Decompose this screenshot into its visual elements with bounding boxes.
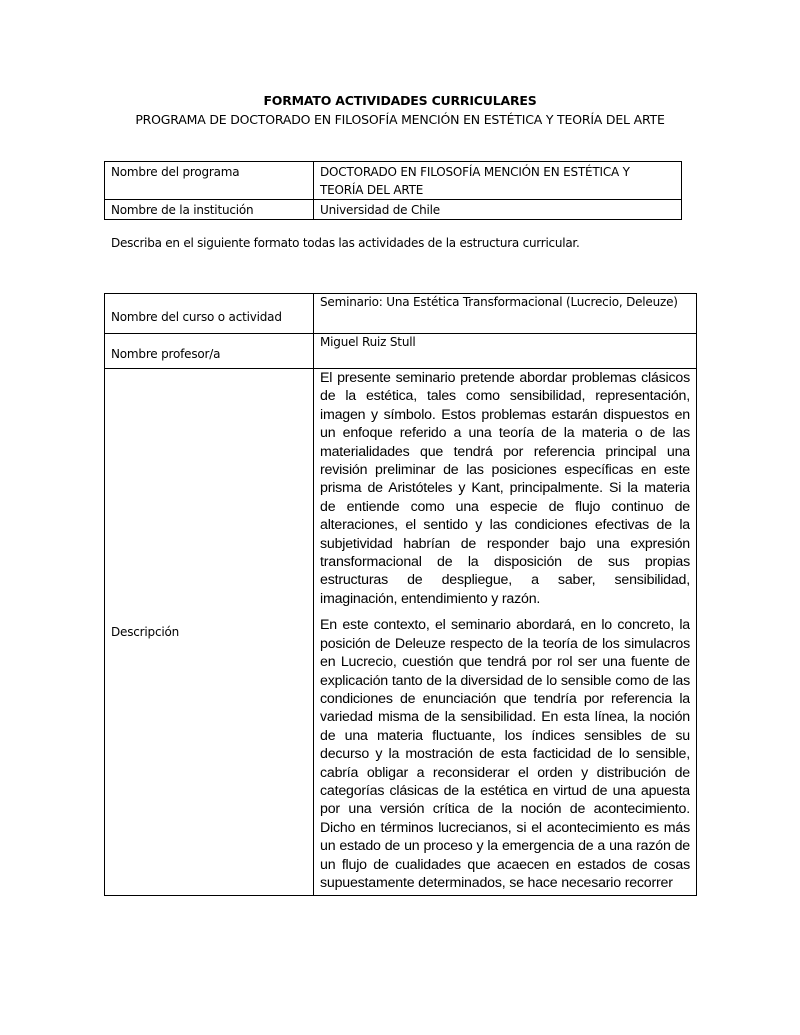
course-name-value: Seminario: Una Estética Transformacional (Lucrecio, Deleuze) bbox=[314, 294, 697, 334]
institution-name-value: Universidad de Chile bbox=[314, 200, 682, 220]
description-paragraph-1: El presente seminario pretende abordar problemas clásicos de la estética, tales como sensibilidad, representación, imagen y símbolo. Estos problemas estarán dispuestos en un enfoque referido a una teoría de la materia o de las materialidades que tendrá por referencia principal una revisión preliminar de las posiciones específicas en este prisma de Aristóteles y Kant, principalmente. Si la materia de entiende como una especie de flujo continuo de alteraciones, el sentido y las condiciones efectivas de la subjetividad habrían de responder bajo una expresión transformacional de la disposición de sus propias estructuras de despliegue, a saber, sensibilidad, imaginación, entendimiento y razón. bbox=[320, 370, 690, 607]
table-row bbox=[105, 294, 697, 334]
description-label: Descripción bbox=[105, 369, 314, 896]
table-row bbox=[105, 162, 682, 200]
program-table bbox=[104, 161, 682, 220]
institution-name-label: Nombre de la institución bbox=[105, 200, 314, 220]
table-row bbox=[105, 334, 697, 369]
course-table bbox=[104, 293, 697, 896]
document-subtitle: PROGRAMA DE DOCTORADO EN FILOSOFÍA MENCIÓN EN ESTÉTICA Y TEORÍA DEL ARTE bbox=[135, 112, 665, 127]
professor-label: Nombre profesor/a bbox=[105, 334, 314, 369]
program-name-label: Nombre del programa bbox=[105, 162, 314, 200]
document-title: FORMATO ACTIVIDADES CURRICULARES bbox=[263, 93, 537, 108]
course-name-label: Nombre del curso o actividad bbox=[105, 294, 314, 334]
program-name-value: DOCTORADO EN FILOSOFÍA MENCIÓN EN ESTÉTICA Y TEORÍA DEL ARTE bbox=[314, 162, 682, 200]
description-text bbox=[320, 369, 690, 895]
description-cell bbox=[314, 369, 697, 896]
table-row bbox=[105, 200, 682, 220]
professor-value: Miguel Ruiz Stull bbox=[314, 334, 697, 369]
instructions-text: Describa en el siguiente formato todas las actividades de la estructura curricular. bbox=[111, 236, 580, 250]
description-paragraph-2: En este contexto, el seminario abordará, en lo concreto, la posición de Deleuze respecto de la teoría de los simulacros en Lucrecio, cuestión que tendrá por rol ser una fuente de explicación tanto de la diversidad de lo sensible como de las condiciones de enunciación que tendría por referencia la variedad misma de la sensibilidad. En esta línea, la noción de una materia fluctuante, los índices sensibles de su decurso y la mostración de esta facticidad de lo sensible, cabría obligar a reconsiderar el orden y distribución de categorías clásicas de la estética en virtud de una apuesta por una versión crítica de la noción de acontecimiento. Dicho en términos lucrecianos, si el acontecimiento es más un estado de un proceso y la emergencia de a una razón de un flujo de cualidades que acaecen en estados de cosas supuestamente determinados, se hace necesario recorrer bbox=[320, 617, 690, 891]
table-row bbox=[105, 369, 697, 896]
